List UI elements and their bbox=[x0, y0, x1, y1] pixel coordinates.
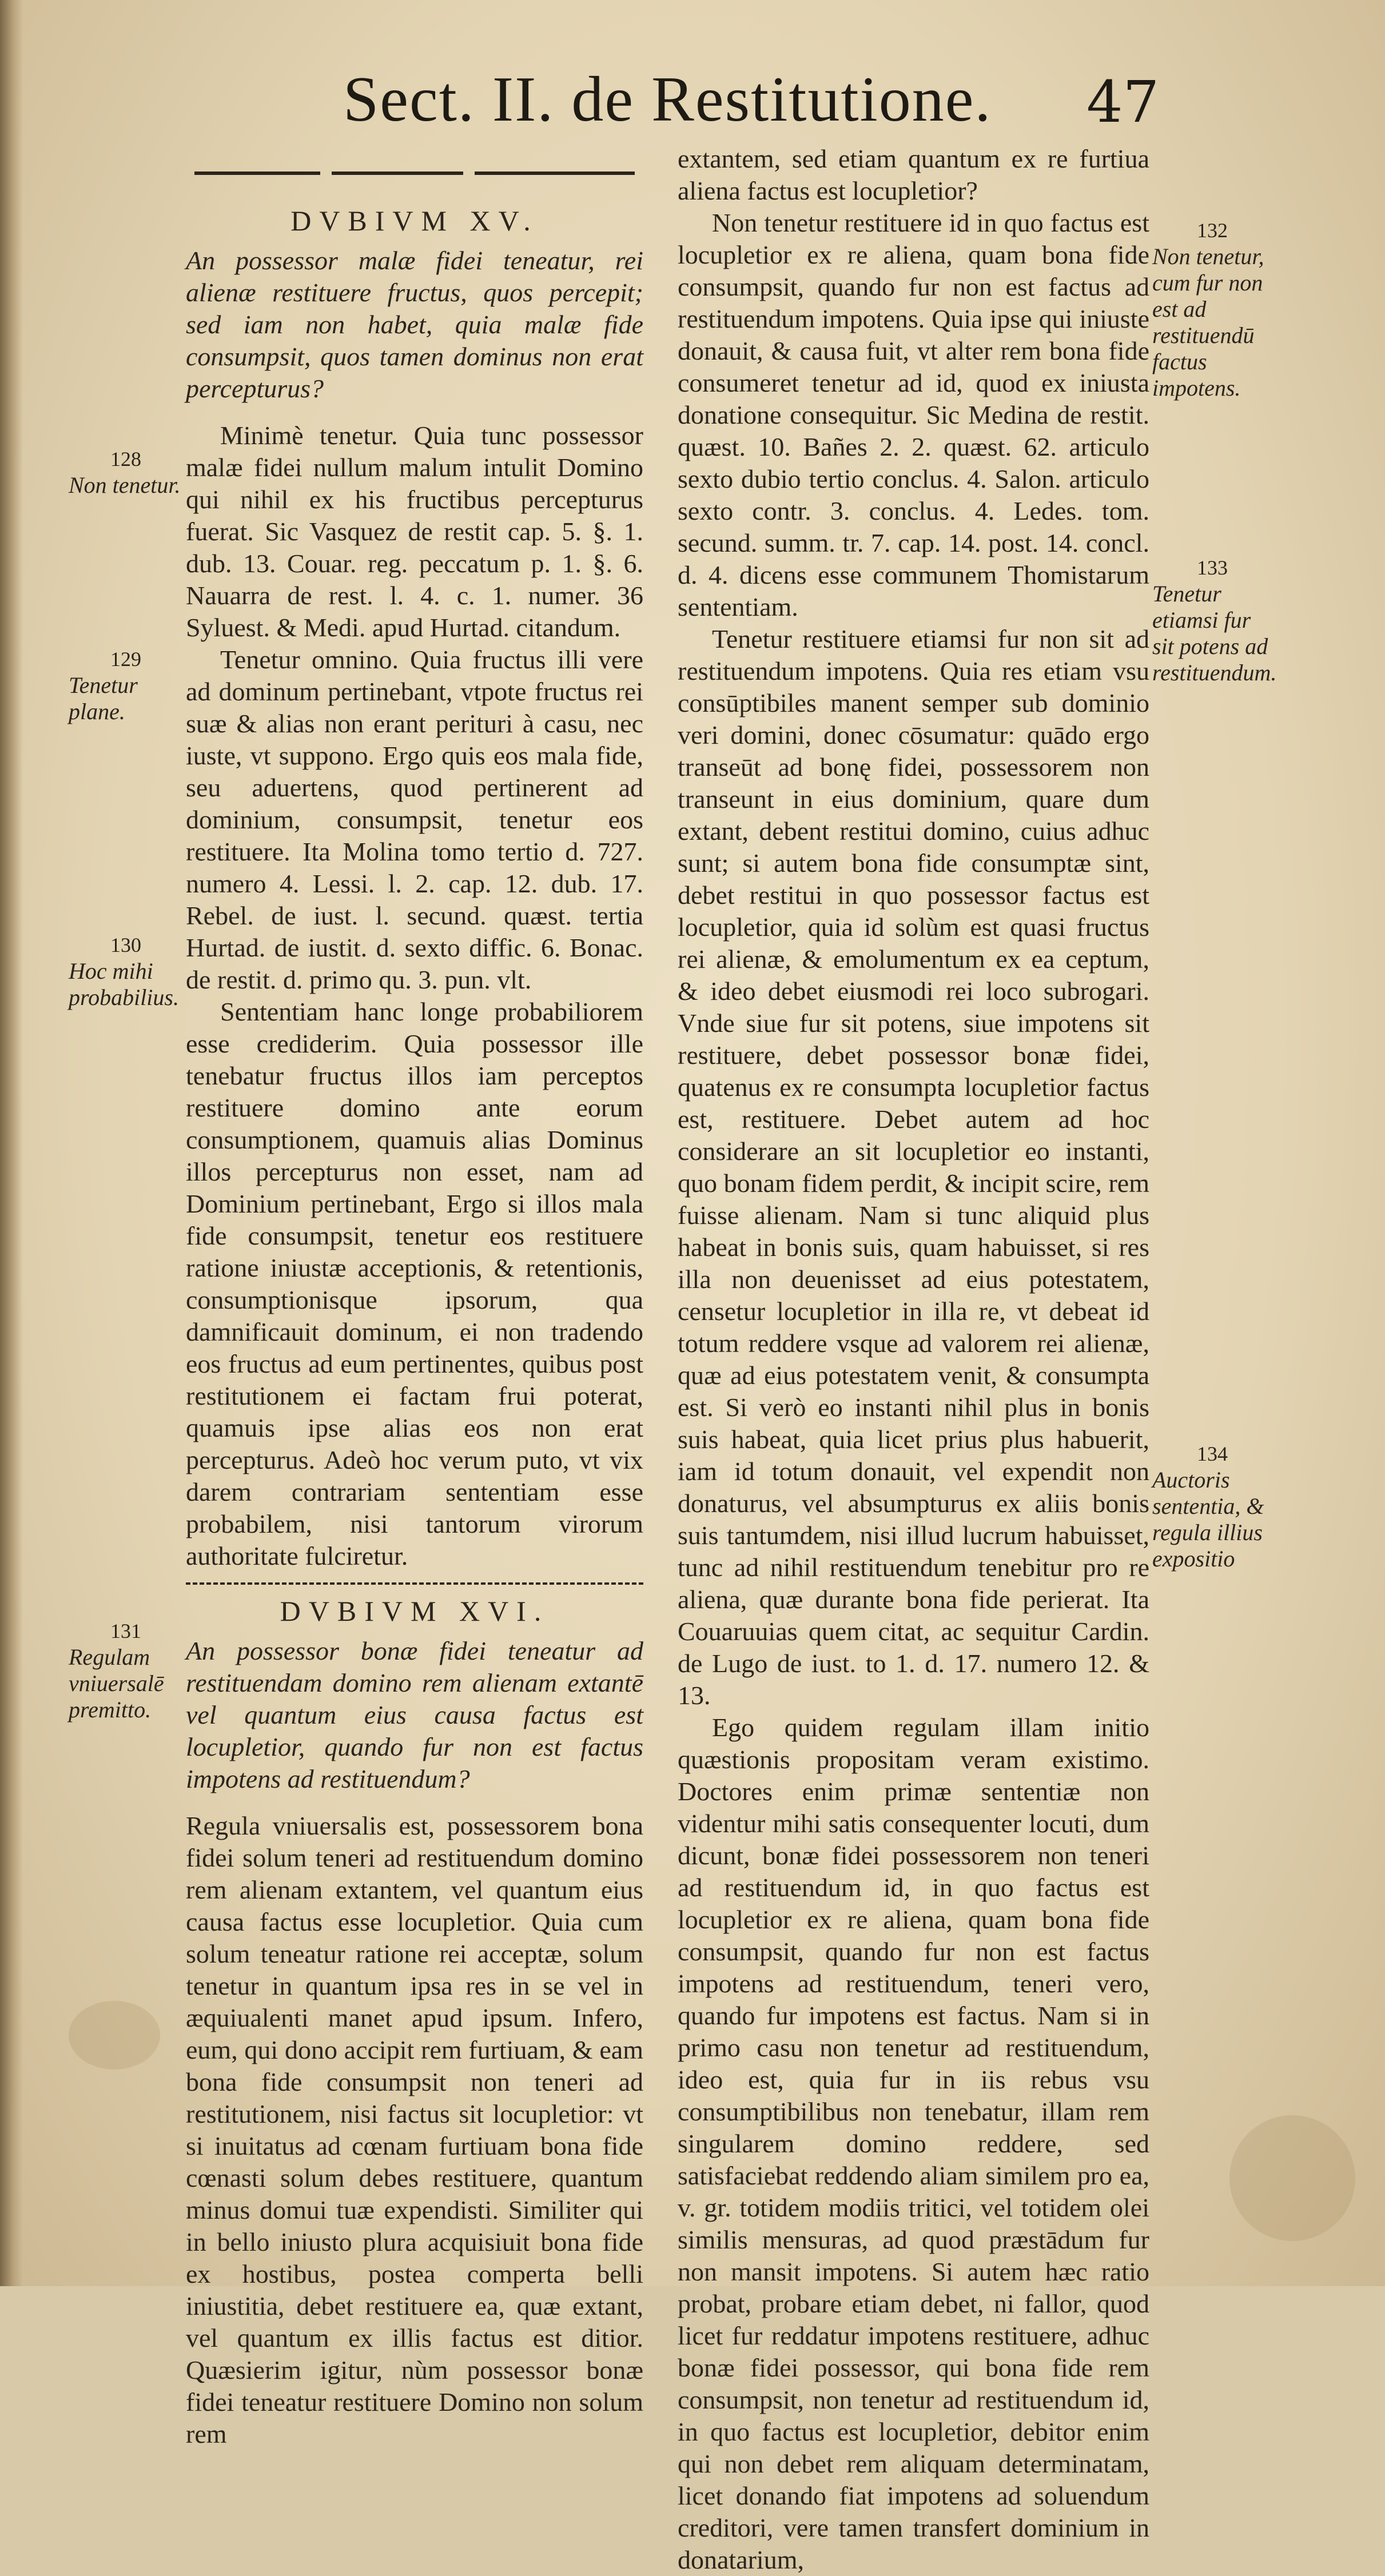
dubium-xvi-question: An possessor bonæ fidei teneatur ad restituendam domino rem alienam extantē vel quantum eius causa factus est locupletior, quando fur non est factus impotens ad restituendum? bbox=[186, 1636, 643, 1793]
header-rule-left bbox=[194, 172, 320, 175]
margin-note-133 bbox=[1152, 555, 1277, 686]
margin-note-text: Tenetur etiamsi fur sit potens ad restituendum. bbox=[1152, 581, 1277, 685]
paragraph-133: Tenetur restituere etiamsi fur non sit ad restituendum impotens. Quia res etiam vsu consūptibiles manent semper sub dominio veri domini, donec cōsumatur: quādo ergo transeūt ad bonę fidei, possessorem non transeunt in eius dominium, quare dum extant, debent restitui domino, cuius adhuc sunt; si autem bona fide consumptæ sint, debet restitui in quo possessor factus est locupletior, quia id solùm est quasi fructus rei alienæ, & emolumentum ex ea ceptum, & ideo debet eiusmodi rei loco subrogari. Vnde siue fur sit potens, siue impotens sit restituere, debet possessor bonæ fidei, quatenus ex re consumpta locupletior factus est, restituere. Debet autem ad hoc considerare an sit locupletior eo instanti, quo bonam fidem perdit, & incipit scire, rem fuisse alienam. Nam si tunc aliquid plus habeat in bonis suis, quam habuisset, si res illa non deuenisset ad eius potestatem, censetur locupletior in illa re, vt debeat id totum reddere vsque ad valorem rei alienæ, quæ ad eius potestatem venit, & consumpta est. Si verò eo instanti nihil plus in bonis suis habeat, quia licet prius plus habuerit, iam id totum donauit, vel expendit non donaturus, vel absumpturus ex aliis bonis suis tantumdem, nisi illud lucrum habuisset, tunc ad nihil restituendum tenebitur pro re aliena, quæ durante bona fide perierat. Ita Couaruuias quem citat, ac sequitur Cardin. de Lugo de iust. to 1. d. 17. numero 12. & 13. bbox=[678, 624, 1149, 1710]
paragraph-132: Non tenetur restituere id in quo factus est locupletior ex re aliena, quam bona fide consumpsit, quando fur non est factus ad restituendum impotens. Quia ipse qui iniuste donauit, & causa fuit, vt alter rem bona fide consumeret tenetur ad id, quod ex iniusta donatione consequitur. Sic Medina de restit. quæst. 10. Bañes 2. 2. quæst. 62. articulo sexto dubio tertio conclus. 4. Salon. articulo sexto contr. 3. conclus. 4. Ledes. tom. secund. summ. tr. 7. cap. 14. post. 14. concl. d. 4. dicens esse communem Thomistarum sententiam. bbox=[678, 208, 1149, 621]
header-rule-left bbox=[332, 172, 463, 175]
margin-note-129 bbox=[69, 646, 183, 725]
dubium-xvi-title: DVBIVM XVI. bbox=[280, 1595, 550, 1627]
section-divider bbox=[186, 1582, 643, 1585]
paragraph-134: Ego quidem regulam illam initio quæstionis propositam veram existimo. Doctores enim primæ sententiæ non videntur mihi satis consequenter locuti, dum dicunt, bonæ fidei possessorem non teneri ad restituendum id, in quo factus est locupletior ex re aliena, quam bona fide consumpsit, quando fur non est factus impotens ad restituendum, teneri vero, quando fur impotens est factus. Nam si in primo casu non tenetur ad restituendum, ideo est, quia fur in iis rebus vsu consumptibilibus non tenebatur, illam rem singularem domino reddere, sed satisfaciebat reddendo aliam similem pro ea, v. gr. totidem modiis tritici, vel totidem olei similis mensuras, ad quod præstādum fur non mansit impotens. Si autem hæc ratio probat, probare etiam debet, ni fallor, quod licet fur reddatur impotens restituere, adhuc bonæ fidei possessor, qui bona fide rem consumpsit, non tenetur ad restituendum id, in quo factus est locupletior, debitor enim qui non debet rem aliquam determinatam, licet donando fiat impotens ad soluendum creditori, vere tamen transfert dominium in donatarium, bbox=[678, 1713, 1149, 2574]
margin-note-text: Tenetur plane. bbox=[69, 672, 138, 724]
header-rule-left bbox=[475, 172, 635, 175]
margin-note-number: 128 bbox=[110, 448, 141, 470]
margin-note-text: Regulam vniuersalē premitto. bbox=[69, 1644, 164, 1722]
margin-note-text: Auctoris sententia, & regula illius expositio bbox=[1152, 1467, 1264, 1572]
paragraph-128: Minimè tenetur. Quia tunc possessor malæ fidei nullum malum intulit Domino qui nihil ex his fructibus percepturus fuerat. Sic Vasquez de restit cap. 5. §. 1. dub. 13. Couar. reg. peccatum p. 1. §. 6. Nauarra de rest. l. 4. c. 1. numer. 36 Syluest. & Medi. apud Hurtad. citandum. bbox=[186, 421, 643, 642]
margin-note-number: 131 bbox=[110, 1620, 141, 1642]
foxing-stain bbox=[1229, 2115, 1355, 2241]
left-column bbox=[186, 194, 643, 2450]
paragraph-130: Sententiam hanc longe probabiliorem esse crediderim. Quia possessor ille tenebatur fructus illos iam perceptos restituere domino ante eorum consumptionem, quamuis alias Dominus illos percepturus non esset, nam ad Dominium pertinebant, Ergo si illos mala fide consumpsit, tenetur eos restituere ratione iniustæ acceptionis, & retentionis, consumptionisque ipsorum, qua damnificauit dominum, ei non tradendo eos fructus ad eum pertinentes, quibus post restitutionem ei factam frui poterat, quamuis ipse alias eos non erat percepturus. Adeò hoc verum puto, vt vix darem contrariam sententiam esse probabilem, nisi tantorum virorum authoritate fulciretur. bbox=[186, 997, 643, 1570]
margin-note-text: Hoc mihi probabilius. bbox=[69, 958, 179, 1010]
dubium-xv-title: DVBIVM XV. bbox=[290, 205, 539, 237]
margin-note-number: 129 bbox=[110, 648, 141, 671]
foxing-stain bbox=[69, 2001, 160, 2069]
margin-note-number: 134 bbox=[1197, 1442, 1228, 1465]
margin-note-132 bbox=[1152, 217, 1272, 401]
margin-note-number: 132 bbox=[1197, 219, 1228, 242]
margin-note-number: 133 bbox=[1197, 556, 1228, 579]
margin-note-text: Non tenetur. bbox=[69, 472, 181, 498]
margin-note-number: 130 bbox=[110, 934, 141, 956]
paragraph-131: Regula vniuersalis est, possessorem bona fidei solum teneri ad restituendum domino rem alienam extantem, vel quantum eius causa factus esse locupletior. Quia cum solum teneatur ratione rei acceptæ, solum tenetur in quantum ipsa res in se vel in æquiualenti manet apud ipsum. Infero, eum, qui dono accipit rem furtiuam, & eam bona fide consumpsit non teneri ad restitutionem, nisi factus sit locupletior: vt si inuitatus ad cœnam furtiuam bona fide cœnasti solum debes restituere, quantum minus domui tuæ expendisti. Similiter qui in bello iniusto plura acquisiuit bona fide ex hostibus, postea comperta belli iniustitia, debet restituere ea, quæ extant, vel quantum ex illis factus est ditior. Quæsierim igitur, nùm possessor bonæ fidei teneatur restituere Domino non solum rem bbox=[186, 1811, 643, 2449]
margin-note-134 bbox=[1152, 1441, 1272, 1572]
page-binding-shadow bbox=[0, 0, 23, 2286]
margin-note-130 bbox=[69, 932, 183, 1011]
margin-note-128 bbox=[69, 446, 183, 499]
margin-note-131 bbox=[69, 1618, 183, 1723]
dubium-xv-question: An possessor malæ fidei teneatur, rei alienæ restituere fructus, quos percepit; sed iam non habet, quia malæ fide consumpsit, quos tamen dominus non erat percepturus? bbox=[186, 246, 643, 403]
page-header-title: Sect. II. de Restitutione. bbox=[343, 64, 992, 135]
margin-note-text: Non tenetur, cum fur non est ad restituendū factus impotens. bbox=[1152, 244, 1264, 401]
paragraph-continued: extantem, sed etiam quantum ex re furtiua aliena factus est locupletior? bbox=[678, 144, 1149, 205]
running-header bbox=[343, 63, 1189, 149]
page-number: 47 bbox=[1086, 69, 1160, 135]
paragraph-129: Tenetur omnino. Quia fructus illi vere ad dominum pertinebant, vtpote fructus rei suæ & alias non erant perituri à casu, nec iuste, vt suppono. Ergo quis eos mala fide, seu aduertens, quod pertinerent ad dominium, consumpsit, tenetur eos restituere. Ita Molina tomo tertio d. 727. numero 4. Lessi. l. 2. cap. 12. dub. 17. Rebel. de iust. l. secund. quæst. tertia Hurtad. de iustit. d. sexto diffic. 6. Bonac. de restit. d. primo qu. 3. pun. vlt. bbox=[186, 645, 643, 994]
right-column bbox=[678, 143, 1149, 2576]
